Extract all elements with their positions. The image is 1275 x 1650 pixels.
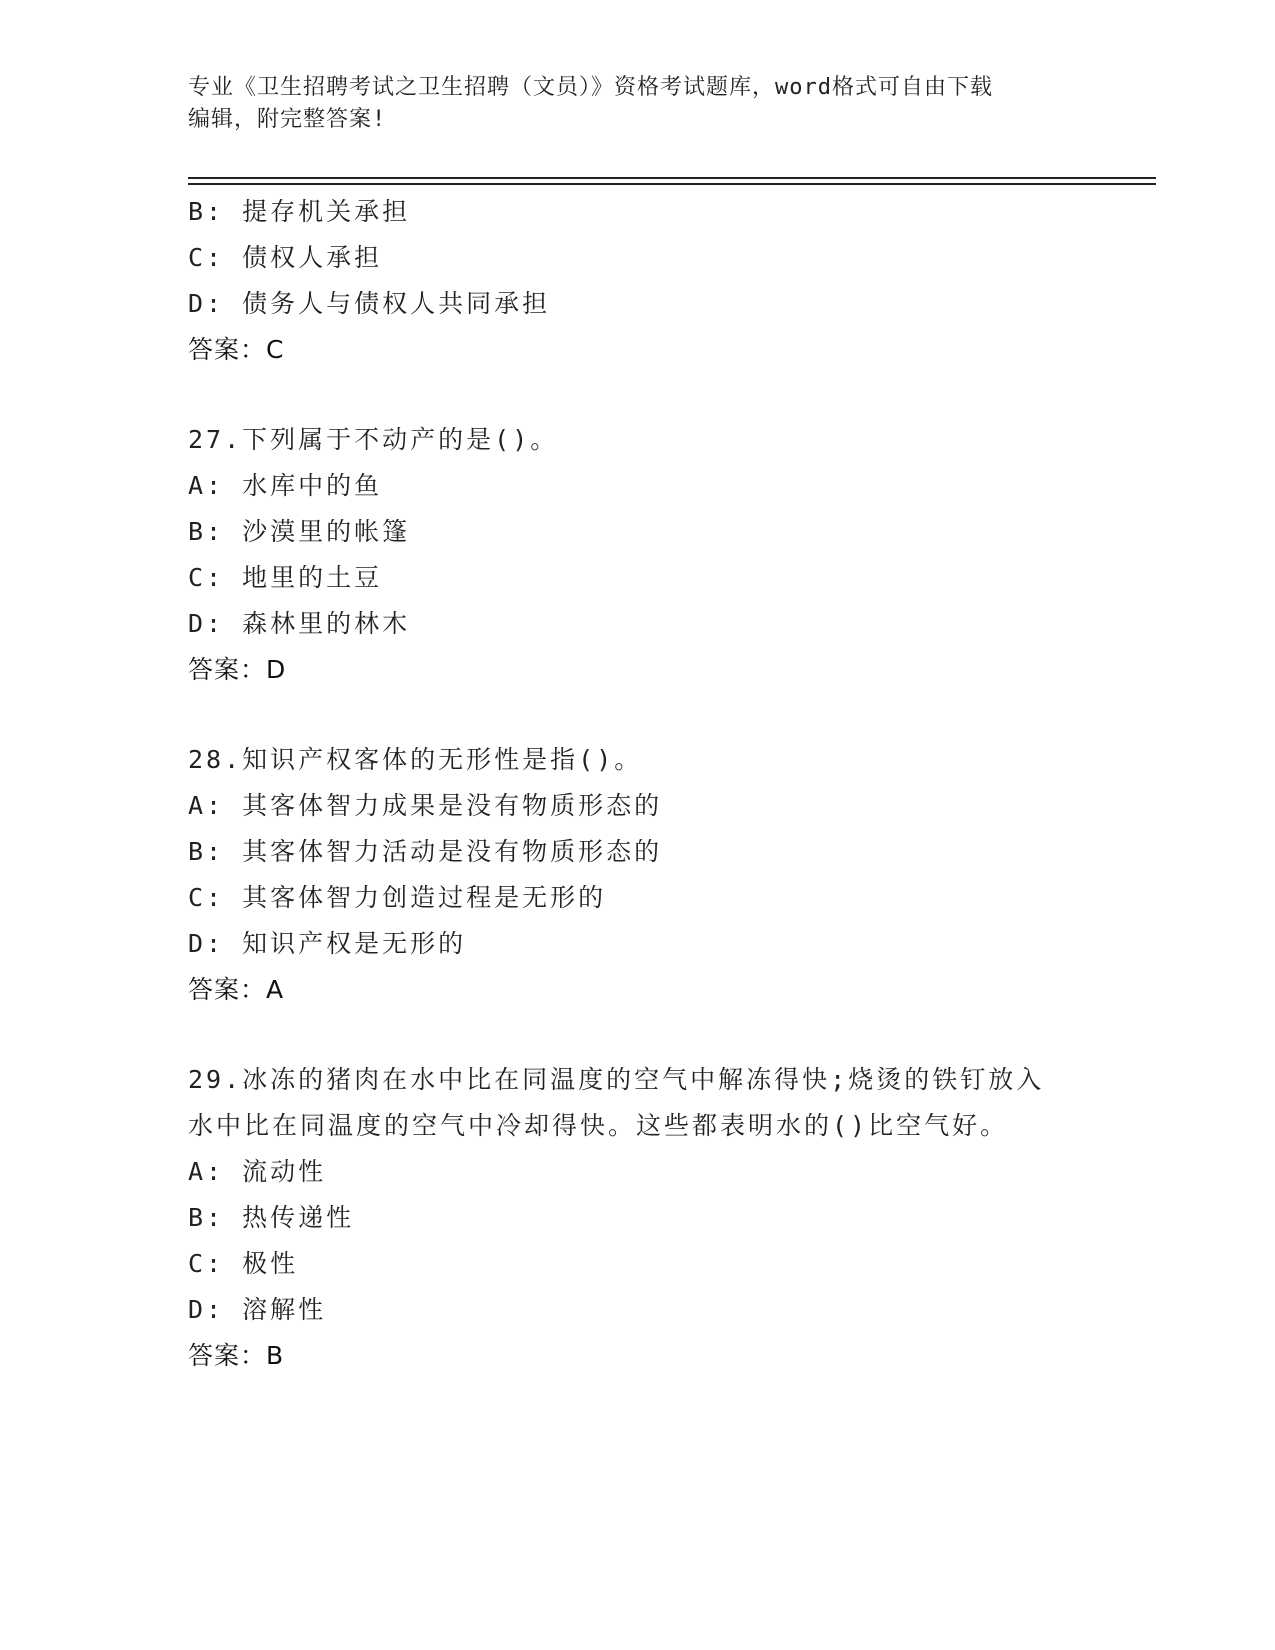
option-b: B: 热传递性	[188, 1203, 355, 1232]
option-d: D: 溶解性	[188, 1295, 327, 1324]
question-stem: 27.下列属于不动产的是()。	[188, 425, 559, 454]
option-c: C: 极性	[188, 1249, 299, 1278]
answer-line: 答案：A	[188, 975, 285, 1004]
option-a: A: 流动性	[188, 1157, 327, 1186]
option-a: A: 水库中的鱼	[188, 471, 383, 500]
question-block-28	[188, 737, 1088, 1013]
header-divider-bottom	[188, 183, 1156, 185]
option-b: B: 其客体智力活动是没有物质形态的	[188, 837, 663, 866]
answer-line: 答案：B	[188, 1341, 285, 1370]
header-line-1: 专业《卫生招聘考试之卫生招聘（文员）》资格考试题库，word格式可自由下载	[188, 75, 993, 100]
question-stem: 28.知识产权客体的无形性是指()。	[188, 745, 643, 774]
answer-line: 答案：C	[188, 335, 285, 364]
option-b: B: 提存机关承担	[188, 197, 411, 226]
answer-line: 答案：D	[188, 655, 287, 684]
option-b: B: 沙漠里的帐篷	[188, 517, 411, 546]
header-line-2: 编辑，附完整答案!	[188, 107, 387, 132]
question-block-27	[188, 417, 1088, 693]
document-header	[188, 72, 1088, 136]
question-stem-line-1: 29.冰冻的猪肉在水中比在同温度的空气中解冻得快;烧烫的铁钉放入	[188, 1065, 1045, 1094]
question-stem-line-2: 水中比在同温度的空气中冷却得快。这些都表明水的()比空气好。	[188, 1111, 1009, 1140]
option-c: C: 其客体智力创造过程是无形的	[188, 883, 607, 912]
option-d: D: 债务人与债权人共同承担	[188, 289, 551, 318]
option-c: C: 地里的土豆	[188, 563, 383, 592]
spacer	[188, 1013, 1088, 1057]
option-d: D: 森林里的林木	[188, 609, 411, 638]
header-divider-top	[188, 177, 1156, 179]
question-list	[188, 189, 1088, 1379]
question-block-26	[188, 189, 1088, 373]
question-block-29	[188, 1057, 1088, 1379]
option-d: D: 知识产权是无形的	[188, 929, 467, 958]
option-c: C: 债权人承担	[188, 243, 383, 272]
option-a: A: 其客体智力成果是没有物质形态的	[188, 791, 663, 820]
spacer	[188, 373, 1088, 417]
spacer	[188, 693, 1088, 737]
